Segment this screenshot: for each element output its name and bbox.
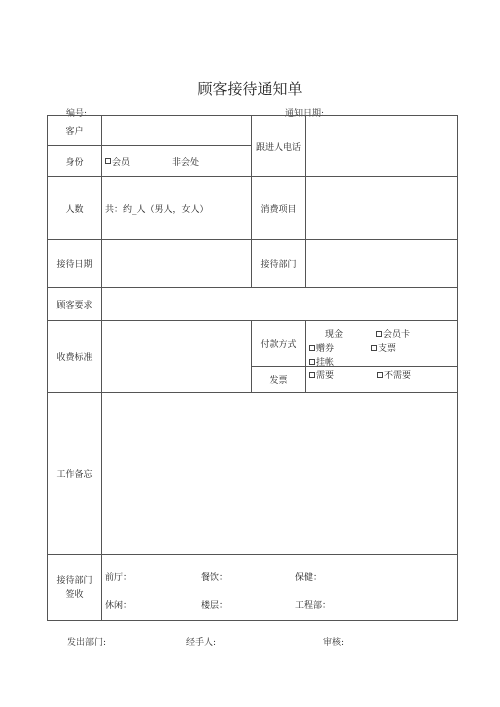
dept-leisure: 休闲：: [105, 601, 133, 611]
count-text: 共：约_人（男人，女人）: [105, 204, 209, 215]
dept-sign-label-cell: [47, 554, 101, 621]
pay-member-card-option[interactable]: [376, 327, 410, 340]
reception-dept-label-cell: [251, 239, 305, 287]
invoice-need-checkbox[interactable]: [309, 372, 315, 378]
customer-req-label-cell: [47, 287, 101, 320]
invoice-need-option[interactable]: [309, 368, 334, 381]
payment-label: 付款方式: [260, 340, 297, 350]
pay-voucher-checkbox[interactable]: [309, 345, 315, 351]
pay-voucher-text: 赠券: [316, 344, 335, 354]
reception-date-value-cell[interactable]: [101, 239, 251, 287]
work-memo-label-cell: [47, 392, 101, 554]
invoice-no-need-checkbox[interactable]: [377, 372, 383, 378]
notice-date-label: 通知日期:: [285, 109, 325, 119]
number-label: 编号:: [66, 109, 88, 119]
count-label-cell: [47, 176, 101, 239]
followup-phone-label-cell: [251, 115, 305, 176]
followup-phone-label: 跟进人电话: [255, 142, 301, 153]
member-option: 会员: [112, 157, 131, 168]
dept-health: 保健：: [295, 573, 323, 583]
dept-front: 前厅：: [105, 573, 133, 583]
customer-label: 客户: [65, 127, 84, 137]
fee-std-label: 收费标准: [56, 353, 93, 363]
non-member-option: 非会处: [172, 157, 200, 168]
pay-check-option[interactable]: [371, 341, 396, 354]
customer-req-value-cell[interactable]: [101, 287, 458, 320]
invoice-label: 发票: [269, 376, 288, 386]
identity-label-cell: [47, 145, 101, 176]
reception-date-label-cell: [47, 239, 101, 287]
dept-sign-value-cell: [101, 554, 458, 621]
reviewer-label: 审核:: [323, 638, 345, 648]
payment-label-cell: [251, 320, 305, 366]
issuing-dept-label: 发出部门:: [67, 638, 107, 648]
invoice-no-need-option[interactable]: [377, 368, 411, 381]
pay-voucher-option[interactable]: [309, 341, 334, 354]
customer-value-cell[interactable]: [101, 115, 251, 145]
consume-items-value-cell[interactable]: [305, 176, 458, 239]
customer-req-label: 顾客要求: [56, 300, 93, 311]
pay-credit-text: 挂帐: [316, 358, 335, 368]
member-checkbox[interactable]: [105, 158, 111, 164]
invoice-options-cell: [305, 366, 458, 392]
pay-credit-checkbox[interactable]: [309, 359, 315, 365]
reception-date-label: 接待日期: [56, 260, 93, 270]
customer-label-cell: [47, 115, 101, 145]
invoice-label-cell: [251, 366, 305, 392]
work-memo-value-cell[interactable]: [101, 392, 458, 554]
dept-floor: 楼层：: [201, 601, 229, 611]
dept-engineering: 工程部：: [295, 601, 332, 611]
reception-dept-value-cell[interactable]: [305, 239, 458, 287]
identity-label: 身份: [65, 157, 84, 168]
pay-cash-option: 现金: [325, 330, 344, 340]
pay-member-card-text: 会员卡: [383, 330, 411, 340]
fee-std-label-cell: [47, 320, 101, 392]
pay-check-text: 支票: [378, 344, 397, 354]
fee-std-value-cell[interactable]: [101, 320, 251, 392]
work-memo-label: 工作备忘: [56, 470, 93, 480]
pay-check-checkbox[interactable]: [371, 345, 377, 351]
pay-member-card-checkbox[interactable]: [376, 331, 382, 337]
form-title: 顾客接待通知单: [197, 80, 303, 98]
invoice-need-text: 需要: [316, 371, 335, 381]
dept-sign-label: 接待部门签收: [56, 575, 93, 600]
consume-items-label: 消费项目: [260, 204, 297, 215]
count-label: 人数: [65, 204, 84, 215]
dept-catering: 餐饮：: [201, 573, 229, 583]
form-table: [47, 115, 458, 621]
handler-label: 经手人:: [186, 638, 217, 648]
invoice-no-need-text: 不需要: [384, 371, 412, 381]
consume-items-label-cell: [251, 176, 305, 239]
identity-value-cell: [101, 145, 251, 176]
payment-options-cell: [305, 320, 458, 366]
followup-phone-value-cell[interactable]: [305, 115, 458, 176]
reception-dept-label: 接待部门: [260, 260, 297, 270]
count-value-cell[interactable]: [101, 176, 251, 239]
